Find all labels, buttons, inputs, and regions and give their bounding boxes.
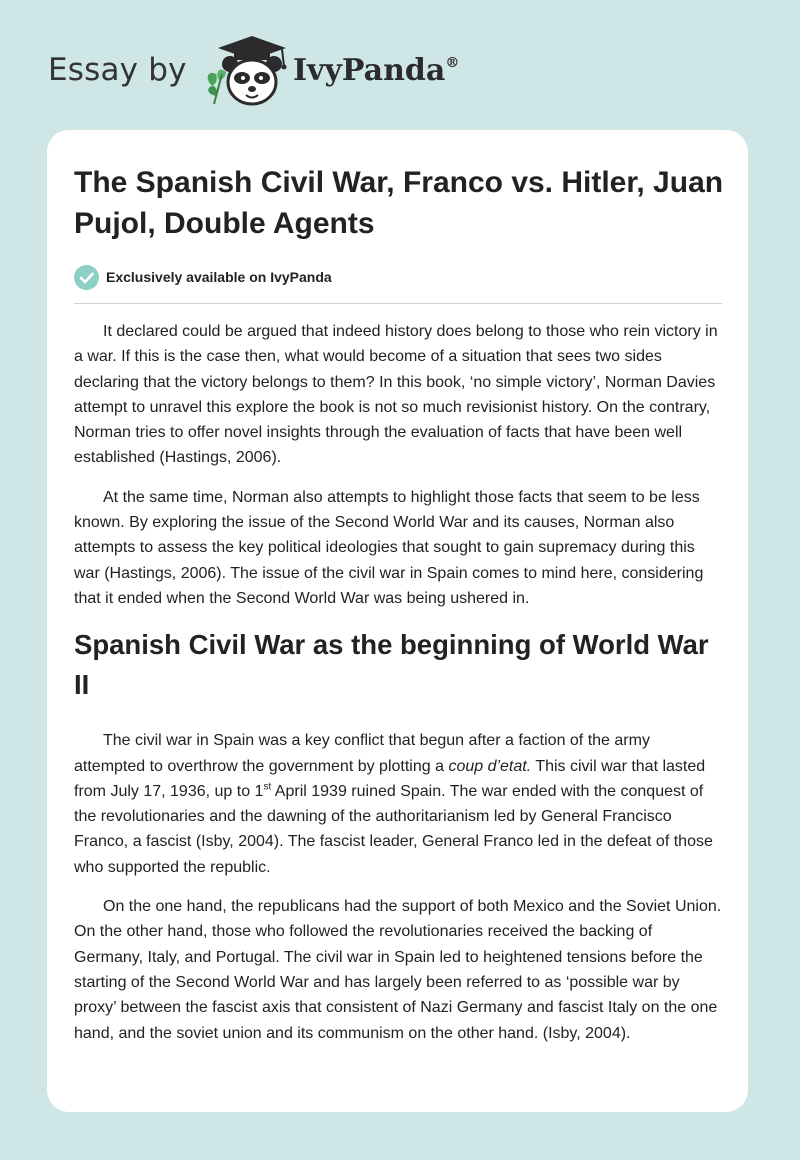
brand-name: IvyPanda® xyxy=(293,53,460,88)
paragraph-1: It declared could be argued that indeed history does belong to those who rein victory in a war. If this is the case then, what would become of a situation that sees two sides declaring that the victory belongs to them? In this book, ‘no simple victory’, Norman Davies attempt to unravel this explore the book is not so much revisionist history. On the contrary, Norman tries to offer novel insights through the evaluation of facts that have been well established (Hastings, 2006). xyxy=(74,323,718,467)
ordinal-suffix: st xyxy=(263,781,272,793)
paragraph-2: At the same time, Norman also attempts to highlight those facts that seem to be less known. By exploring the issue of the Second World War and its causes, Norman also attempts to assess the key political ideologies that sought to gain supremacy during this war (Hastings, 2006). The issue of the civil war in Spain comes to mind here, considering that it ended when the Second World War was being ushered in. xyxy=(74,488,704,607)
essay-card xyxy=(47,130,748,1112)
section-heading: Spanish Civil War as the beginning of World War II xyxy=(74,629,709,701)
italic-term: coup d’etat. xyxy=(448,757,532,775)
check-circle-icon xyxy=(74,265,99,290)
essay-body xyxy=(74,319,724,1060)
panda-graduate-icon xyxy=(202,34,302,110)
divider xyxy=(74,303,722,304)
paragraph-4: On the one hand, the republicans had the support of both Mexico and the Soviet Union. On the other hand, those who followed the revolutionaries received the backing of Germany, Italy, and Portugal. The civil war in Spain led to heightened tensions before the starting of the Second World War and has largely been referred to as ‘possible war by proxy’ between the fascist axis that consistent of Nazi Germany and fascist Italy on the one hand, and the soviet union and its communism on the other hand. (Isby, 2004). xyxy=(74,898,722,1042)
exclusive-badge xyxy=(74,264,332,290)
badge-text: Exclusively available on IvyPanda xyxy=(106,269,332,285)
paragraph-3: The civil war in Spain was a key conflict that begun after a faction of the army attempted to overthrow the government by plotting a coup d’etat. This civil war that lasted from July 17, 1936, up to 1st April 1939 ruined Spain. The war ended with the conquest of the revolutionaries and the dawning of the authoritarianism led by General Francisco Franco, a fascist (Isby, 2004). The fascist leader, General Franco led in the defeat of those who supported the republic. xyxy=(74,732,713,876)
registered-mark: ® xyxy=(445,55,460,71)
essay-title: The Spanish Civil War, Franco vs. Hitler, Juan Pujol, Double Agents xyxy=(74,166,724,240)
brand-prefix: Essay by xyxy=(48,52,187,88)
site-logo[interactable] xyxy=(48,34,528,110)
